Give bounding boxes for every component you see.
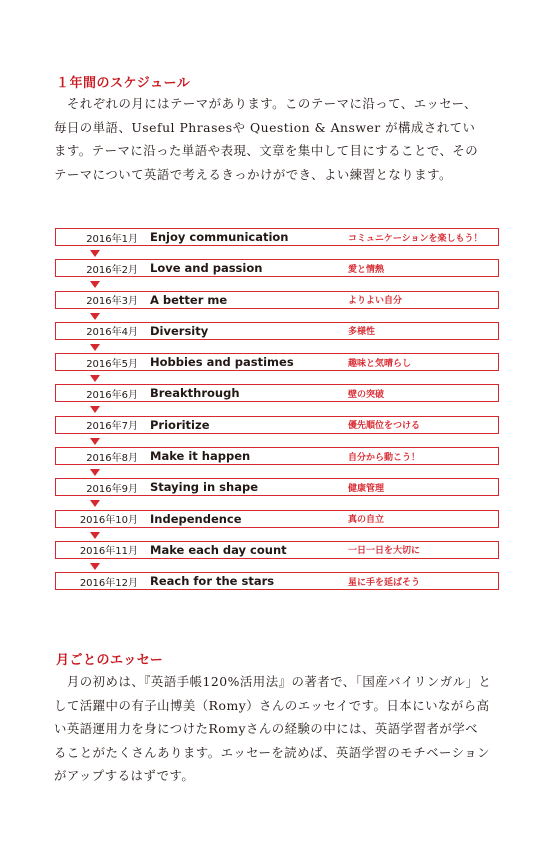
schedule-theme: Hobbies and pastimes	[150, 355, 294, 370]
schedule-month: 2016年11月	[79, 546, 138, 558]
schedule-row	[55, 447, 499, 465]
schedule-theme: Independence	[150, 511, 242, 526]
schedule-month: 2016年3月	[86, 296, 138, 308]
paragraph-line: がアップするはずです。	[54, 768, 195, 783]
down-arrow-icon	[90, 344, 100, 351]
schedule-month: 2016年4月	[86, 327, 138, 339]
schedule-theme-japanese: 真の自立	[348, 515, 385, 526]
schedule-month: 2016年12月	[79, 577, 138, 589]
schedule-month: 2016年8月	[86, 452, 138, 464]
paragraph-line: ることがたくさんあります。エッセーを読めば、英語学習のモチベーション	[54, 744, 491, 760]
schedule-theme-japanese: 自分から動こう！	[348, 452, 421, 463]
schedule-row	[55, 259, 499, 277]
schedule-theme-japanese: 健康管理	[348, 483, 385, 494]
schedule-theme: Breakthrough	[150, 386, 240, 401]
down-arrow-icon	[90, 532, 100, 539]
schedule-row	[55, 291, 499, 309]
down-arrow-icon	[90, 313, 100, 320]
schedule-theme-japanese: 趣味と気晴らし	[348, 358, 412, 369]
schedule-theme-japanese: コミュニケーションを楽しもう！	[348, 233, 483, 244]
paragraph-line: 毎日の単語、Useful Phrasesや Question & Answer が構成されてい	[54, 119, 476, 135]
schedule-row	[55, 384, 499, 402]
schedule-theme-japanese: 一日一日を大切に	[348, 546, 421, 557]
paragraph-line: 月の初めは、『英語手帳120%活用法』の著者で、「国産バイリンガル」と	[54, 674, 492, 689]
schedule-month: 2016年5月	[86, 358, 138, 370]
schedule-theme: Enjoy communication	[150, 230, 289, 244]
schedule-theme-japanese: よりよい自分	[348, 296, 403, 307]
essay-intro-paragraph	[54, 670, 506, 788]
schedule-month: 2016年10月	[79, 515, 138, 527]
schedule-month: 2016年1月	[86, 233, 138, 245]
down-arrow-icon	[90, 500, 100, 507]
schedule-list	[55, 228, 499, 590]
schedule-theme-japanese: 星に手を延ばそう	[348, 577, 421, 588]
schedule-theme: Prioritize	[150, 417, 210, 432]
down-arrow-icon	[90, 469, 100, 476]
schedule-month: 2016年6月	[86, 389, 138, 401]
schedule-theme: A better me	[150, 292, 228, 307]
schedule-theme: Make each day count	[150, 542, 287, 557]
schedule-row	[55, 510, 499, 528]
schedule-month: 2016年2月	[86, 264, 138, 276]
schedule-theme-japanese: 優先順位をつける	[348, 421, 421, 432]
schedule-theme: Diversity	[150, 323, 209, 338]
schedule-theme: Make it happen	[150, 449, 251, 464]
paragraph-line: ます。テーマに沿った単語や表現、文章を集中して目にすることで、その	[54, 143, 479, 158]
section-heading-essay: 月ごとのエッセー	[56, 653, 164, 668]
schedule-theme: Staying in shape	[150, 480, 259, 495]
down-arrow-icon	[90, 375, 100, 382]
section-heading-schedule: １年間のスケジュール	[56, 76, 191, 91]
paragraph-line: テーマについて英語で考えるきっかけができ、よい練習となります。	[54, 166, 452, 182]
schedule-theme-japanese: 壁の突破	[348, 389, 385, 400]
schedule-row	[55, 322, 499, 340]
paragraph-line: して活躍中の有子山博美（Romy）さんのエッセイです。日本にいながら高	[54, 697, 490, 713]
schedule-theme-japanese: 愛と情熱	[348, 264, 385, 275]
down-arrow-icon	[90, 406, 100, 413]
schedule-month: 2016年7月	[86, 421, 138, 433]
paragraph-line: い英語運用力を身につけたRomyさんの経験の中には、英語学習者が学べ	[54, 721, 479, 736]
schedule-theme-japanese: 多様性	[348, 327, 376, 338]
schedule-row	[55, 353, 499, 371]
down-arrow-icon	[90, 563, 100, 570]
schedule-row	[55, 228, 499, 246]
schedule-row	[55, 416, 499, 434]
paragraph-line: それぞれの月にはテーマがあります。このテーマに沿って、エッセー、	[54, 96, 477, 111]
schedule-row	[55, 572, 499, 590]
schedule-intro-paragraph	[54, 92, 506, 186]
down-arrow-icon	[90, 281, 100, 288]
schedule-row	[55, 478, 499, 496]
down-arrow-icon	[90, 250, 100, 257]
schedule-theme: Love and passion	[150, 261, 263, 276]
schedule-month: 2016年9月	[86, 483, 138, 495]
schedule-row	[55, 541, 499, 559]
down-arrow-icon	[90, 438, 100, 445]
schedule-theme: Reach for the stars	[150, 574, 275, 589]
